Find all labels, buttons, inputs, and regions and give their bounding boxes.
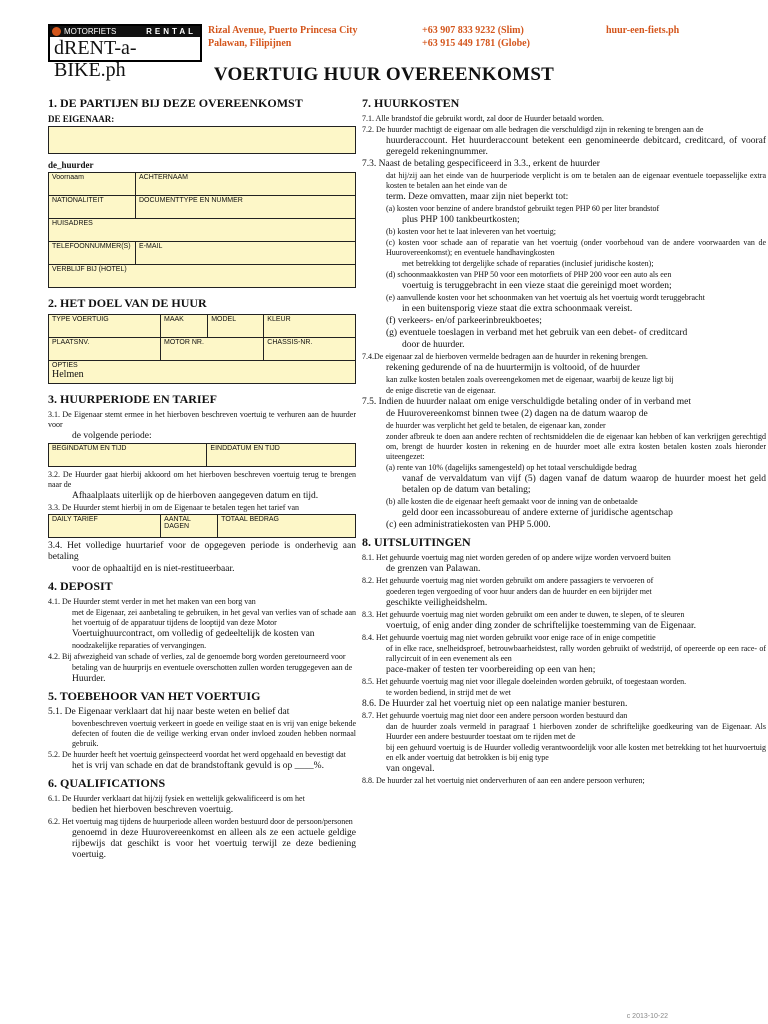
clause-7-5-b: de Huurovereenkomst binnen twee (2) dagen na de datum waarop de [386,409,648,419]
clause-4-2-b: betaling van de huurprijs en eventuele overschotten zullen worden teruggegeven aan de [72,663,353,672]
clause-7-3-g: (g) eventuele toeslagen in verband met het gebruik van een debet- of creditcard [386,328,688,338]
clause-3-3: 3.3. De Huurder stemt hierbij in om de Eigenaar te betalen tegen het tarief van [48,503,300,512]
address-field[interactable]: HUISADRES [49,219,356,242]
clause-8-4-b: of in elke race, snelheidsproef, betrouwbaarheidstest, rally worden gebruikt of wedstrijd, of opereerde op een race- of rallycircuit of in een evenement als een [386,644,766,663]
clause-7-5-a: (a) rente van 10% (dagelijks samengesteld) op het totaal verschuldigde bedrag [386,463,637,472]
daily-rate-field[interactable]: DAILY TARIEF [49,515,161,538]
clause-8-7-d: van ongeval. [386,764,435,774]
clause-7-5-d: zonder afbreuk te doen aan andere rechten of rechtsmiddelen die de eigenaar kan hebben of kan verkrijgen gerechtigd om, brengt de huurder kosten in rekening en de huurder moet alle extra kosten betalen kosten zoals hieronder uiteengezet: [386,432,766,461]
clause-7-5-bb2: geld door een incassobureau of andere externe of juridische agentschap [402,508,673,518]
owner-field[interactable] [48,126,356,154]
clause-7-3-d: (d) schoonmaakkosten van PHP 50 voor een motorfiets of PHP 200 voor een auto als een [386,270,672,279]
clause-7-4-b: rekening gedurende of na de huurtermijn is voltooid, of de huurder [386,363,641,373]
hotel-field[interactable]: VERBLIJF BIJ (HOTEL) [49,265,356,288]
phone-field[interactable]: TELEFOONNUMMER(S) [49,242,136,265]
start-date-field[interactable]: BEGINDATUM EN TIJD [49,444,207,467]
chassis-field[interactable]: CHASSIS-NR. [264,338,356,361]
clause-5-2: 5.2. De huurder heeft het voertuig geïnspecteerd voordat het werd opgehaald en bevestigt dat [48,750,346,759]
clause-7-3-cc2: met betrekking tot dergelijke schade of reparaties (inclusief juridische kosten); [402,259,654,268]
clause-7-3-c: term. Deze omvatten, maar zijn niet beperkt tot: [386,192,569,202]
nationality-field[interactable]: NATIONALITEIT [49,196,136,219]
clause-8-2-b: goederen tegen vergoeding of voor huur anders dan de huurder en een bijrijder met [386,587,652,596]
clause-8-2: 8.2. Het gehuurde voertuig mag niet worden gebruikt om andere passagiers te vervoeren of [362,576,654,585]
logo [48,24,202,81]
clause-6-1: 6.1. De Huurder verklaart dat hij/zij fysiek en wettelijk gekwalificeerd is om het [48,794,305,803]
logo-rental: RENTAL [146,27,196,36]
clause-7-3-a: (a) kosten voor benzine of andere brandstof gebruikt tegen PHP 60 per liter brandstof [386,204,660,213]
clause-3-4-cont: voor de ophaaltijd en is niet-restitueerbaar. [72,564,235,574]
clause-7-3-cc: (c) kosten voor schade aan of reparatie van het voertuig (onder voorbehoud van de andere voorwaarden van de Huurovereenkomst); en eventuele handhavingkosten [386,238,766,257]
section-8-title: 8. UITSLUITINGEN [362,535,471,549]
section-1-title: 1. DE PARTIJEN BIJ DEZE OVEREENKOMST [48,96,303,110]
vehicle-type-field[interactable]: TYPE VOERTUIG [49,315,161,338]
color-field[interactable]: KLEUR [264,315,356,338]
clause-4-1-c: Voertuighuurcontract, om volledig of gedeeltelijk de kosten van [72,629,315,639]
right-column [362,92,766,787]
clause-7-5-c2: (c) een administratiekosten van PHP 5.000. [386,520,551,530]
section-2-title: 2. HET DOEL VAN DE HUUR [48,296,207,310]
section-3-title: 3. HUURPERIODE EN TARIEF [48,392,217,406]
clause-8-7-c: bij een gehuurd voertuig is de Huurder volledig verantwoordelijk voor alle kosten met betrekking tot het huurvoertuig en elk ander voertuig dat betrokken is bij enig type [386,743,766,762]
days-field[interactable]: AANTAL DAGEN [161,515,218,538]
clause-7-1: 7.1. Alle brandstof die gebruikt wordt, zal door de Huurder betaald worden. [362,114,604,123]
clause-6-2-b: genoemd in deze Huurovereenkomst en alleen als ze een actuele geldige rijbewijs dat geschikt is voor het voertuig terwijl ze deze bediening voertuig. [72,828,356,860]
footer-date: c 2013-10-22 [626,1013,668,1020]
clause-5-1-b: bovenbeschreven voertuig verkeert in goede en veilige staat en is vrij van enige bekende defecten of fouten die de veilige werking ervan onder invloed zouden hebben normaal gebruik. [72,719,356,748]
plate-field[interactable]: PLAATSNV. [49,338,161,361]
clause-3-1: 3.1. De Eigenaar stemt ermee in het hierboven beschreven voertuig te verhuren aan de huurder voor [48,410,356,429]
firstname-field[interactable]: Voornaam [49,173,136,196]
clause-8-4-c: pace-maker of testen ter voorbereiding op een van hen; [386,665,596,675]
clause-8-3: 8.3. Het gehuurde voertuig mag niet worden gebruikt om een ander te duwen, te slepen, of te sleuren [362,610,685,619]
section-5-title: 5. TOEBEHOOR VAN HET VOERTUIG [48,689,261,703]
clause-7-3-d2: voertuig is teruggebracht in een vieze staat die gereinigd moet worden; [402,281,672,291]
clause-7-5-c: de huurder was verplicht het geld te betalen, de eigenaar kan, zonder [386,421,606,430]
clause-8-7: 8.7. Het gehuurde voertuig mag niet door een andere persoon worden bestuurd dan [362,711,628,720]
clause-5-2-b: het is vrij van schade en dat de brandstoftank gevuld is op ____%. [72,761,324,771]
clause-7-4: 7.4.De eigenaar zal de hierboven vermelde bedragen aan de huurder in rekening brengen. [362,352,648,361]
clause-7-3-e: (e) aanvullende kosten voor het schoonmaken van het voertuig als het voertuig wordt teruggebracht [386,293,705,302]
clause-7-3-e2: in een buitensporig vieze staat die extra schoonmaak vereist. [402,304,633,314]
clause-8-8: 8.8. De huurder zal het voertuig niet onderverhuren of aan een andere persoon verhuren; [362,776,645,785]
email-field[interactable]: E-MAIL [136,242,356,265]
logo-top: MOTORFIETS [64,27,117,36]
left-column [48,92,356,862]
renter-label: de_huurder [48,160,94,170]
clause-7-5-bb: (b) alle kosten die de eigenaar heeft gemaakt voor de inning van de onbetaalde [386,497,638,506]
clause-7-2-b: huurderaccount. Het huurderaccount betekent een genomineerde debitcard, creditcard, of vooraf geregeld rekeningnummer. [386,136,766,157]
clause-8-1-b: de grenzen van Palawan. [386,564,481,574]
header-address: Rizal Avenue, Puerto Princesa City Palawan, Filipijnen [208,25,358,49]
header-website[interactable]: huur-een-fiets.ph [606,25,680,36]
clause-6-2: 6.2. Het voertuig mag tijdens de huurperiode alleen worden bestuurd door de persoon/personen [48,817,353,826]
clause-7-4-d: de enige discretie van de eigenaar. [386,386,496,395]
total-field[interactable]: TOTAAL BEDRAG [218,515,356,538]
document-field[interactable]: DOCUMENTTYPE EN NUMMER [136,196,356,219]
logo-wheel-icon [52,27,61,36]
clause-8-6: 8.6. De Huurder zal het voertuig niet op een nalatige manier besturen. [362,699,628,709]
clause-8-5-b: te worden bediend, in strijd met de wet [386,688,511,697]
clause-8-7-b: dan de huurder zoals vermeld in paragraaf 1 hierboven zonder de schriftelijke goedkeuring van de Eigenaar. Als Huurder een andere bestuurder toestaat om te rijden met de [386,722,766,741]
clause-7-4-c: kan zulke kosten betalen zoals overeengekomen met de eigenaar, waarbij de keuze ligt bij [386,375,674,384]
section-6-title: 6. QUALIFICATIONS [48,776,166,790]
clause-3-4: 3.4. Het volledige huurtarief voor de opgegeven periode is onderhevig aan betaling [48,541,356,562]
clause-6-1-b: bedien het hierboven beschreven voertuig. [72,805,234,815]
clause-8-2-c: geschikte veiligheidshelm. [386,598,488,608]
clause-8-1: 8.1. Het gehuurde voertuig mag niet worden gereden of op andere wijze worden vervoerd buiten [362,553,671,562]
make-field[interactable]: MAAK [160,315,207,338]
clause-7-2: 7.2. De huurder machtigt de eigenaar om alle bedragen die verschuldigd zijn in rekening te brengen aan de [362,125,704,134]
clause-4-2: 4.2. Bij afwezigheid van schade of verlies, zal de genoemde borg worden geretourneerd voor [48,652,346,661]
clause-4-1: 4.1. De Huurder stemt verder in met het maken van een borg van [48,597,256,606]
clause-8-4: 8.4. Het gehuurde voertuig mag niet worden gebruikt voor enige race of in enige competitie [362,633,656,642]
clause-7-5-a2: vanaf de vervaldatum van vijf (5) dagen vanaf de datum waarop de huurder moest het geld betalen op de datum van betaling; [402,474,766,495]
options-field[interactable]: OPTIES Helmen [49,361,356,384]
clause-4-1-b: met de Eigenaar, zei aanbetaling te gebruiken, in het geval van verlies van of schade aan het voertuig of de apparatuur tijdens de looptijd van deze Motor [72,608,356,627]
header-phones: +63 907 833 9232 (Slim) +63 915 449 1781 (Globe) [422,25,530,49]
vehicle-table [48,314,356,384]
options-value: Helmen [52,369,84,380]
clause-7-5: 7.5. Indien de huurder nalaat om enige verschuldigde betaling onder of in verband met [362,397,691,407]
clause-7-3-a2: plus PHP 100 tankbeurtkosten; [402,215,520,225]
end-date-field[interactable]: EINDDATUM EN TIJD [207,444,356,467]
clause-4-1-d: noodzakelijke reparaties of vervangingen. [72,641,207,650]
clause-3-2-cont: Afhaalplaats uiterlijk op de hierboven aangegeven datum en tijd. [72,491,319,501]
clause-7-3-bb: (b) kosten voor het te laat inleveren van het voertuig; [386,227,556,236]
clause-3-2: 3.2. De Huurder gaat hierbij akkoord om het hierboven beschreven voertuig terug te brengen naar de [48,470,356,489]
rate-table [48,514,356,538]
page-title: VOERTUIG HUUR OVEREENKOMST [213,64,555,85]
clause-7-3-g2: door de huurder. [402,340,465,350]
logo-name: dRENT-a-BIKE.ph [54,37,137,81]
clause-7-3-b: dat hij/zij aan het einde van de huurperiode verplicht is om te betalen aan de eigenaar eventuele toepasselijke extra kosten te betalen aan het einde van de [386,171,766,190]
clause-8-3-b: voertuig, of enig ander ding zonder de schriftelijke toestemming van de Eigenaar. [386,621,696,631]
clause-8-5: 8.5. Het gehuurde voertuig mag niet voor illegale doeleinden worden gebruikt, of toegestaan worden. [362,677,687,686]
model-field[interactable]: MODEL [208,315,264,338]
section-4-title: 4. DEPOSIT [48,579,113,593]
clause-7-3-f: (f) verkeers- en/of parkeerinbreukboetes; [386,316,542,326]
engine-field[interactable]: MOTOR NR. [160,338,263,361]
clause-7-3: 7.3. Naast de betaling gespecificeerd in 3.3., erkent de huurder [362,159,600,169]
lastname-field[interactable]: ACHTERNAAM [136,173,356,196]
renter-table [48,172,356,288]
section-7-title: 7. HUURKOSTEN [362,96,460,110]
clause-3-1-cont: de volgende periode: [72,431,152,441]
owner-label: DE EIGENAAR: [48,114,115,124]
period-table [48,443,356,467]
clause-4-2-c: Huurder. [72,674,106,684]
clause-5-1: 5.1. De Eigenaar verklaart dat hij naar beste weten en belief dat [48,707,290,717]
